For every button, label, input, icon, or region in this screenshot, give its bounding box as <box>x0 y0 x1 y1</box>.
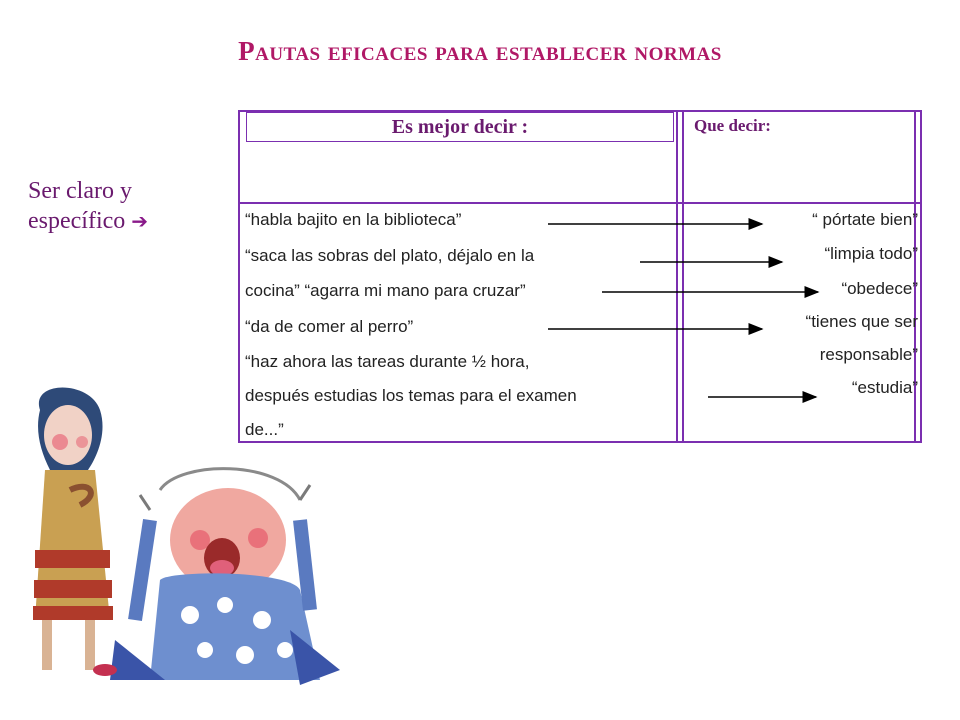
vague-phrase: “ pórtate bien” <box>812 210 918 229</box>
better-phrase: “da de comer al perro” <box>245 317 414 336</box>
crying-girl <box>93 469 340 685</box>
vague-phrase: “obedece” <box>841 279 918 298</box>
side-label-line2: específico <box>28 208 126 234</box>
vague-phrase: “tienes que ser <box>805 312 918 331</box>
standing-girl <box>33 388 113 671</box>
vague-phrase: “estudia” <box>851 378 918 397</box>
girls-illustration <box>0 380 380 700</box>
side-label-line1: Ser claro y <box>28 178 132 204</box>
better-phrase: después estudias los temas para el examen <box>245 386 577 405</box>
page-title: Pautas eficaces para establecer normas <box>238 36 722 66</box>
better-phrase: cocina” “agarra mi mano para cruzar” <box>245 281 526 300</box>
better-phrase: “saca las sobras del plato, déjalo en la <box>245 246 535 265</box>
better-phrase: de...” <box>245 420 284 439</box>
header-que-decir: Que decir: <box>694 116 771 135</box>
header-es-mejor-decir: Es mejor decir : <box>246 112 674 142</box>
vague-phrase: “limpia todo” <box>824 244 918 263</box>
right-arrow-icon: ➔ <box>131 211 149 233</box>
vague-phrase: responsable” <box>819 345 918 364</box>
better-phrase: “habla bajito en la biblioteca” <box>245 210 462 229</box>
better-phrase: “haz ahora las tareas durante ½ hora, <box>245 352 530 371</box>
